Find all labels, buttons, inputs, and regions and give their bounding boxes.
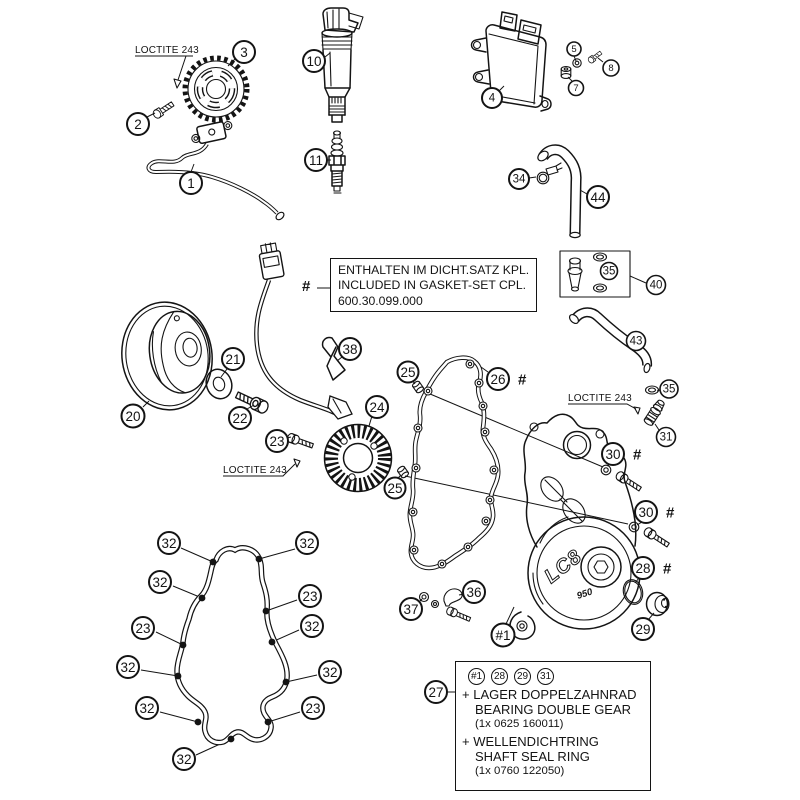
svg-text:23: 23 — [305, 701, 321, 716]
svg-text:32: 32 — [120, 660, 136, 675]
svg-text:25: 25 — [400, 365, 416, 380]
kit-item-name-en: SHAFT SEAL RING — [475, 749, 590, 764]
gasket-note-line-de: ENTHALTEN IM DICHT.SATZ KPL. — [338, 263, 530, 277]
callout-32[interactable] — [149, 571, 171, 593]
part-1-pickup-cable-drawing — [149, 120, 286, 221]
svg-text:22: 22 — [232, 411, 248, 426]
svg-text:32: 32 — [299, 536, 315, 551]
callout-30[interactable] — [602, 443, 642, 465]
callout-35[interactable] — [601, 263, 618, 280]
callout-7[interactable] — [569, 81, 584, 96]
kit-ref-29: 29 — [514, 668, 531, 685]
svg-text:8: 8 — [608, 63, 614, 74]
svg-text:7: 7 — [573, 83, 579, 94]
callout-32[interactable] — [158, 532, 180, 554]
callout-suffix-hash: # — [663, 560, 672, 578]
kit-item-name-de: LAGER DOPPELZAHNRAD — [473, 687, 637, 702]
callout-37[interactable] — [400, 598, 422, 620]
svg-text:30: 30 — [605, 447, 621, 462]
loctite-drop-stator — [294, 459, 300, 467]
svg-text:32: 32 — [139, 701, 155, 716]
svg-text:36: 36 — [466, 585, 482, 600]
part-34-clamp-drawing — [537, 163, 562, 184]
svg-text:5: 5 — [571, 44, 577, 55]
callout-38[interactable] — [339, 338, 361, 360]
callout-23[interactable] — [266, 430, 288, 452]
svg-text:11: 11 — [308, 153, 324, 168]
part-20-flywheel-drawing — [115, 296, 219, 415]
callout-32[interactable] — [136, 697, 158, 719]
callout-32[interactable] — [296, 532, 318, 554]
callout-29[interactable] — [632, 618, 654, 640]
svg-text:23: 23 — [135, 621, 151, 636]
kit-item-bearing — [456, 687, 650, 731]
svg-text:44: 44 — [590, 190, 606, 205]
callout-43[interactable] — [627, 332, 646, 351]
svg-text:24: 24 — [369, 400, 385, 415]
svg-text:30: 30 — [638, 505, 654, 520]
svg-text:34: 34 — [512, 173, 526, 186]
callout-4[interactable] — [482, 88, 502, 108]
part-29-plug-drawing — [647, 593, 670, 616]
svg-text:31: 31 — [659, 431, 673, 444]
callout-suffix-hash: # — [633, 446, 642, 464]
svg-text:#1: #1 — [495, 628, 511, 643]
part-2-bolt-drawing — [152, 100, 175, 119]
callout-3[interactable] — [233, 41, 255, 63]
svg-text:2: 2 — [134, 117, 142, 132]
part-30a-bolt-drawing — [601, 465, 642, 493]
gasket-note-marker: # — [302, 278, 311, 295]
svg-text:35: 35 — [662, 383, 676, 396]
part-5-washer-drawing — [573, 59, 581, 67]
part-26-gasket-drawing — [409, 358, 498, 568]
callout-5[interactable] — [567, 42, 581, 56]
svg-text:32: 32 — [176, 752, 192, 767]
svg-text:40: 40 — [649, 279, 663, 292]
callout-23[interactable] — [302, 697, 324, 719]
part-10-ignition-coil-drawing — [322, 8, 363, 122]
callout-25[interactable] — [398, 362, 419, 383]
svg-text:26: 26 — [490, 372, 506, 387]
callout-8[interactable] — [603, 60, 619, 76]
callout-25[interactable] — [385, 478, 406, 499]
callout-32[interactable] — [117, 656, 139, 678]
svg-text:32: 32 — [304, 619, 320, 634]
callout-11[interactable] — [305, 149, 327, 171]
part-35b-grommet-drawing — [646, 386, 659, 394]
leader-lines — [135, 53, 660, 755]
svg-text:32: 32 — [161, 536, 177, 551]
loctite-label-mid: LOCTITE 243 — [568, 393, 632, 404]
callout-44[interactable] — [587, 186, 609, 208]
loctite-label-top: LOCTITE 243 — [135, 45, 199, 56]
part-11-spark-plug-drawing — [329, 131, 345, 193]
callout-hash1[interactable] — [492, 624, 515, 647]
cover-logo-lc8: LC8 — [540, 545, 587, 588]
callout-31[interactable] — [657, 428, 676, 447]
gasket-note-line-en: INCLUDED IN GASKET-SET CPL. — [338, 278, 527, 293]
kit-item-qty: (1x 0625 160011) — [475, 718, 564, 730]
svg-text:3: 3 — [240, 45, 248, 60]
svg-text:4: 4 — [488, 92, 496, 105]
kit-item-qty: (1x 0760 122050) — [475, 765, 565, 777]
kit-item-seal — [456, 734, 650, 778]
callout-23[interactable] — [132, 617, 154, 639]
callout-1[interactable] — [180, 172, 202, 194]
cover-logo-950: 950 — [575, 586, 595, 602]
svg-text:35: 35 — [602, 265, 616, 278]
svg-text:25: 25 — [387, 481, 403, 496]
loctite-drop-mid — [634, 407, 640, 414]
kit-bullet: + — [462, 734, 470, 749]
kit-item-name-en: BEARING DOUBLE GEAR — [475, 702, 632, 717]
loctite-label-stator: LOCTITE 243 — [223, 465, 287, 476]
gasket-note-part-number: 600.30.099.000 — [338, 293, 423, 308]
svg-text:27: 27 — [428, 685, 444, 700]
kit-bullet: + — [462, 687, 470, 702]
callout-40[interactable] — [647, 276, 666, 295]
part-28-oring-drawing — [621, 577, 646, 606]
svg-text:28: 28 — [635, 561, 651, 576]
kit-ref-31: 31 — [537, 668, 554, 685]
callout-suffix-hash: # — [666, 504, 675, 522]
svg-text:38: 38 — [342, 342, 358, 357]
svg-text:37: 37 — [403, 602, 419, 617]
callout-35[interactable] — [660, 380, 678, 398]
svg-text:21: 21 — [225, 352, 241, 367]
callout-suffix-hash: # — [518, 371, 527, 389]
part-23-bolt-drawing — [286, 433, 314, 451]
svg-text:23: 23 — [269, 434, 285, 449]
part-3-sprocket-drawing — [185, 58, 247, 120]
loctite-drop-top — [174, 79, 181, 88]
callout-30[interactable] — [635, 501, 675, 523]
callout-20[interactable] — [122, 405, 145, 428]
callout-10[interactable] — [303, 50, 325, 72]
kit-ref-28: 28 — [491, 668, 508, 685]
kit-refs-row — [468, 668, 650, 685]
svg-text:32: 32 — [152, 575, 168, 590]
svg-text:20: 20 — [125, 409, 141, 424]
gasket-note-box — [330, 258, 537, 312]
part-31-fitting-drawing — [643, 398, 667, 427]
svg-text:1: 1 — [187, 176, 195, 191]
part-40-kit-box-drawing — [560, 251, 630, 297]
callout-32[interactable] — [173, 748, 195, 770]
svg-text:29: 29 — [635, 622, 651, 637]
callout-23[interactable] — [299, 585, 321, 607]
callout-21[interactable] — [222, 348, 244, 370]
kit-box — [455, 661, 651, 791]
kit-ref-hash1: #1 — [468, 668, 485, 685]
svg-text:43: 43 — [629, 335, 643, 348]
part-8-screw-drawing — [587, 50, 603, 64]
callout-27[interactable] — [425, 681, 447, 703]
callout-32[interactable] — [301, 615, 323, 637]
svg-text:32: 32 — [322, 665, 338, 680]
callout-26[interactable] — [487, 368, 527, 390]
callout-24[interactable] — [366, 396, 388, 418]
svg-text:23: 23 — [302, 589, 318, 604]
part-44-hose-drawing — [536, 149, 580, 237]
callout-34[interactable] — [509, 169, 529, 189]
svg-text:10: 10 — [306, 54, 322, 69]
part-32-gasket-drawing — [175, 548, 290, 743]
callout-28[interactable] — [632, 557, 672, 579]
callout-2[interactable] — [127, 113, 149, 135]
kit-item-name-de: WELLENDICHTRING — [473, 734, 599, 749]
callout-32[interactable] — [319, 661, 341, 683]
callout-22[interactable] — [229, 407, 251, 429]
callout-36[interactable] — [463, 581, 485, 603]
part-7-grommet-drawing — [561, 67, 571, 79]
